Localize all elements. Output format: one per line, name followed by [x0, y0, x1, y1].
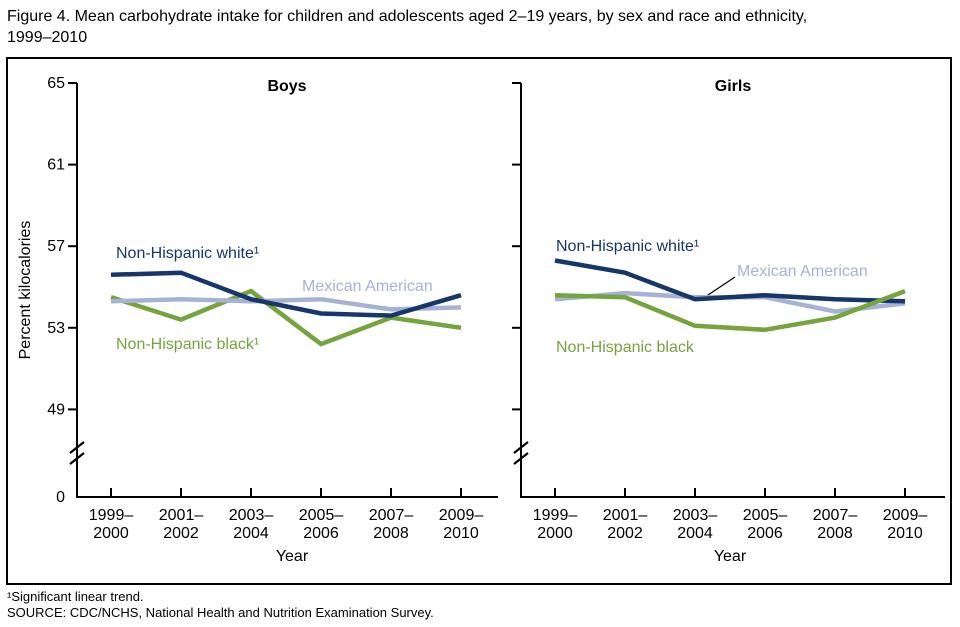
boys-y-axis-title: Percent kilocalories	[17, 220, 34, 360]
boys-y-tick-label: 49	[47, 401, 65, 419]
boys-x-tick-label: 1999–	[88, 507, 134, 524]
figure-title-line2: 1999–2010	[7, 29, 88, 46]
boys-x-tick-label: 2001–	[158, 507, 204, 524]
boys-series-label-non-hispanic-white: Non-Hispanic white¹	[116, 245, 260, 262]
boys-x-tick-label: 2002	[163, 525, 199, 542]
footnotes	[7, 589, 434, 621]
girls-x-tick-label: 2009–	[882, 507, 928, 524]
girls-x-tick-label: 2003–	[672, 507, 718, 524]
boys-series-label-non-hispanic-black: Non-Hispanic black¹	[116, 336, 260, 353]
girls-series-label-mexican-american: Mexican American	[737, 263, 868, 280]
boys-x-tick-label: 2009–	[438, 507, 484, 524]
boys-x-tick-label: 2006	[303, 525, 339, 542]
boys-x-tick-label: 2003–	[228, 507, 274, 524]
boys-x-tick-label: 2000	[93, 525, 129, 542]
girls-panel-title: Girls	[714, 78, 752, 95]
girls-x-tick-label: 2004	[677, 525, 713, 542]
footnote-source: SOURCE: CDC/NCHS, National Health and Nutrition Examination Survey.	[7, 605, 434, 620]
girls-x-tick-label: 2001–	[602, 507, 648, 524]
boys-x-tick-label: 2007–	[368, 507, 414, 524]
boys-y-zero-label: 0	[56, 489, 65, 506]
boys-x-tick-label: 2004	[233, 525, 269, 542]
boys-x-tick-label: 2010	[443, 525, 479, 542]
girls-x-tick-label: 2008	[817, 525, 853, 542]
boys-y-tick-label: 61	[47, 156, 65, 174]
footnote-significance: ¹Significant linear trend.	[7, 589, 144, 604]
girls-series-label-non-hispanic-white: Non-Hispanic white¹	[556, 238, 700, 255]
boys-series-label-mexican-american: Mexican American	[302, 278, 433, 295]
boys-y-tick-label: 57	[47, 238, 65, 256]
boys-x-tick-label: 2008	[373, 525, 409, 542]
girls-x-tick-label: 2000	[537, 525, 573, 542]
girls-x-tick-label: 2002	[607, 525, 643, 542]
boys-panel-title: Boys	[267, 78, 307, 95]
girls-x-tick-label: 2006	[747, 525, 783, 542]
figure-title-line1: Figure 4. Mean carbohydrate intake for children and adolescents aged 2–19 years, by sex and race and ethnicity,	[7, 8, 808, 25]
boys-x-tick-label: 2005–	[298, 507, 344, 524]
boys-y-tick-label: 53	[47, 319, 65, 337]
girls-series-label-non-hispanic-black: Non-Hispanic black	[556, 339, 694, 356]
girls-x-tick-label: 2005–	[742, 507, 788, 524]
girls-x-tick-label: 1999–	[532, 507, 578, 524]
girls-x-axis-title: Year	[713, 548, 747, 565]
girls-x-tick-label: 2010	[887, 525, 923, 542]
boys-y-tick-label: 65	[47, 75, 65, 92]
girls-x-tick-label: 2007–	[812, 507, 858, 524]
girls-mexican-american-leader-line	[705, 277, 735, 297]
boys-x-axis-title: Year	[275, 548, 309, 565]
